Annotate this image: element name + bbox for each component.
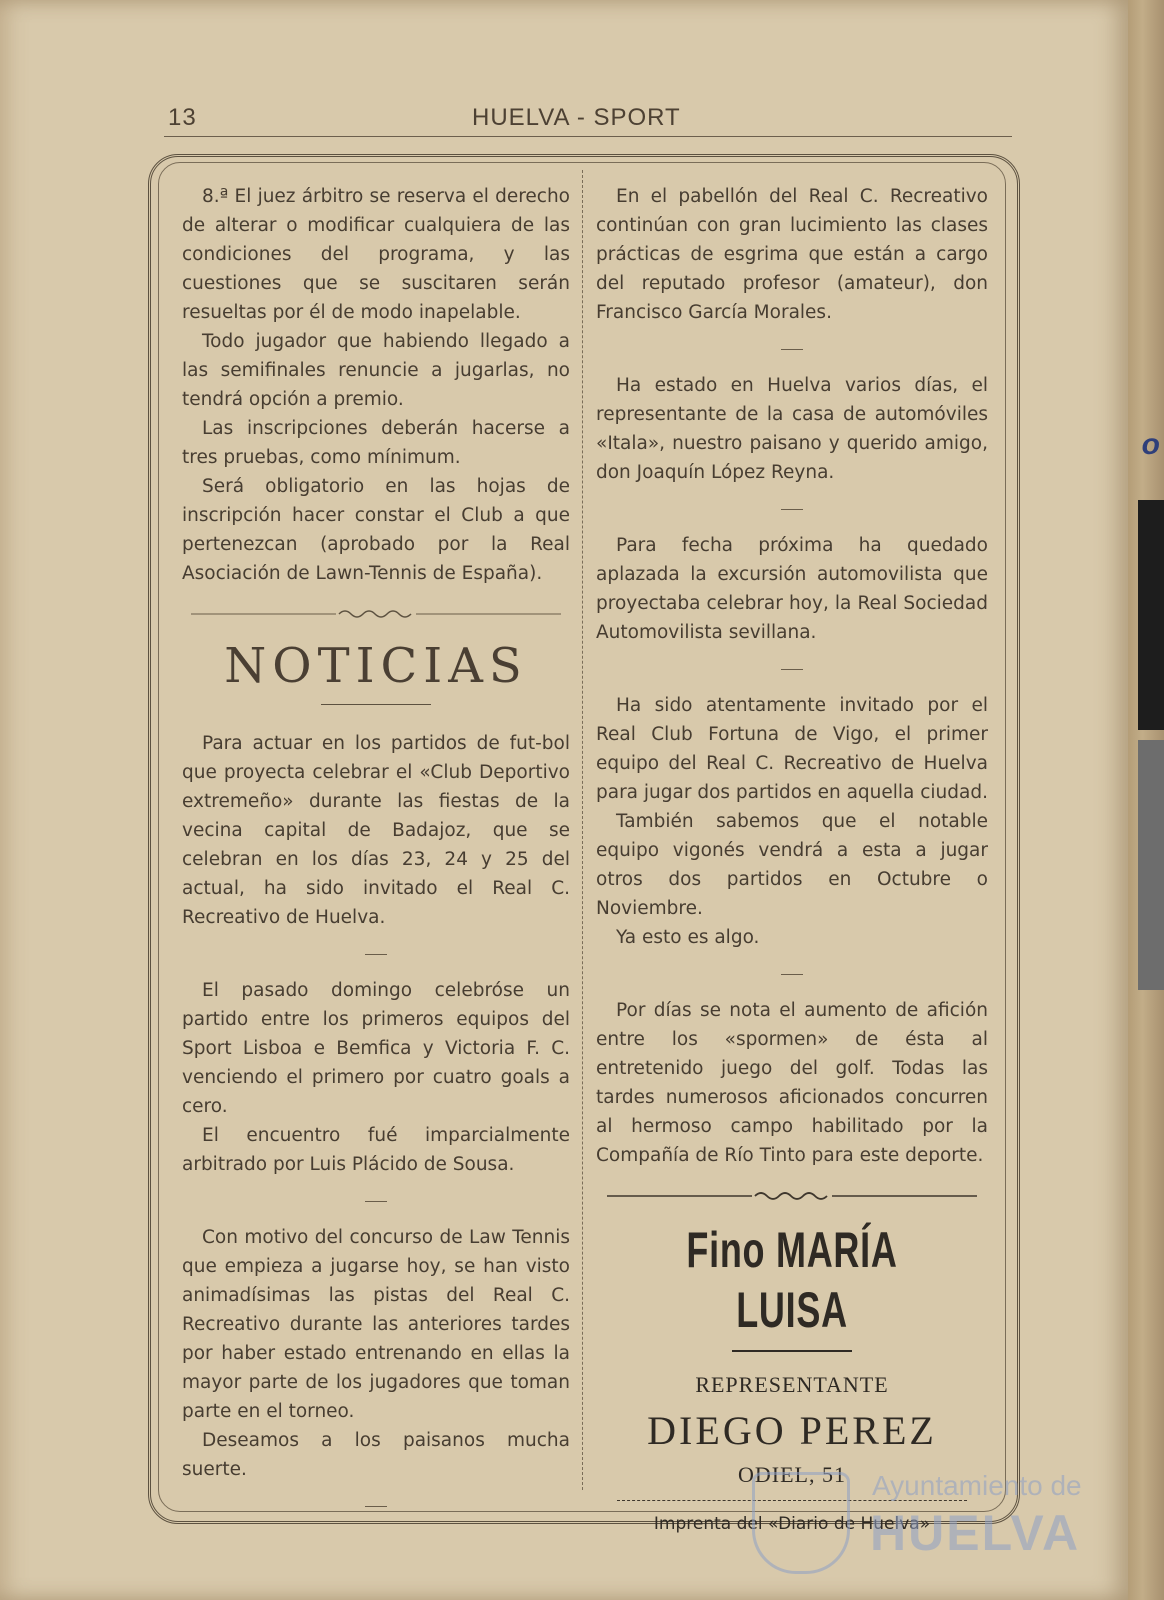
news-separator <box>596 964 988 984</box>
news-separator <box>182 944 570 964</box>
club-paragraph: Será obligatorio en las hojas de inscripción hacer constar el Club a que pertenezcan (aprobado por la Real Asociación de Lawn-Tennis de España). <box>182 476 570 584</box>
news-separator <box>596 499 988 519</box>
excursion-news: Para fecha próxima ha quedado aplazada la excursión automovilista que proyectaba celebrar hoy, la Real Sociedad Automovilista sevillana. <box>596 535 988 643</box>
vigo-news: Ha sido atentamente invitado por el Real Club Fortuna de Vigo, el primer equipo del Real C. Recreativo de Huelva para jugar dos partidos en aquella ciudad. <box>596 695 988 803</box>
running-head-title: HUELVA - SPORT <box>472 104 681 131</box>
watermark-big-text: HUELVA <box>870 1505 1081 1561</box>
shield-icon <box>752 1472 850 1574</box>
imprint-line: Imprenta del «Diario de Huelva» <box>653 1514 931 1534</box>
lisboa-news: El pasado domingo celebróse un partido entre los primeros equipos del Sport Lisboa e Bemfica y Victoria F. C. venciendo el primero por cuatro goals a cero. <box>182 980 570 1117</box>
column-divider <box>582 170 583 1490</box>
ad-representative-name: DIEGO PEREZ <box>647 1408 937 1453</box>
watermark-small-text: Ayuntamiento de <box>872 1470 1082 1501</box>
tennis-news: Con motivo del concurso de Law Tennis que empieza a jugarse hoy, se han visto animadísimas las pistas del Real C. Recreativo durante las anteriores tardes por haber estado entrenando en ellas la mayor parte de los jugadores que toman parte en el torneo. <box>182 1227 570 1422</box>
section-title: NOTICIAS <box>224 638 528 694</box>
vigones-news: También sabemos que el notable equipo vigonés vendrá a esta a jugar otros dos partidos en Octubre o Noviembre. <box>596 811 988 919</box>
news-separator <box>596 339 988 359</box>
news-separator <box>596 659 988 679</box>
badajoz-news: Para actuar en los partidos de fut-bol que proyecta celebrar el «Club Deportivo extremeño» durante las fiestas de la vecina capital de Badajoz, que se celebran en los días 23, 24 y 25 del actual, ha sido invitado el Real C. Recreativo de Huelva. <box>182 733 570 928</box>
left-column <box>182 182 570 1528</box>
ad-role: REPRESENTANTE <box>695 1372 889 1397</box>
rule-8-paragraph: 8.ª El juez árbitro se reserva el derecho de alterar o modificar cualquiera de las condiciones del programa, y las cuestiones que se suscitaren serán resueltas por él de modo inapelable. <box>182 186 570 323</box>
ornamental-divider <box>607 1190 977 1202</box>
right-column <box>596 182 988 1537</box>
semifinal-paragraph: Todo jugador que habiendo llegado a las semifinales renuncie a jugarlas, no tendrá opción a premio. <box>182 331 570 410</box>
news-separator <box>182 1191 570 1211</box>
referee-news: El encuentro fué imparcialmente arbitrado por Luis Plácido de Sousa. <box>182 1125 570 1175</box>
inscriptions-paragraph: Las inscripciones deberán hacerse a tres pruebas, como mínimum. <box>182 418 570 468</box>
news-separator <box>182 1496 570 1516</box>
adjacent-page-letter: o <box>1141 428 1160 461</box>
page-number: 13 <box>168 104 197 131</box>
golf-news: Por días se nota el aumento de afición entre los «spormen» de ésta al entretenido juego del golf. Todas las tardes numerosos aficionados concurren al hermoso campo habilitado por la Compañía de Río Tinto para este deporte. <box>596 1000 988 1166</box>
algo-news: Ya esto es algo. <box>616 927 760 948</box>
ad-address: ODIEL, 51 <box>738 1462 846 1487</box>
archive-watermark <box>752 1460 1132 1570</box>
ornamental-divider <box>191 608 561 620</box>
ad-rule <box>732 1350 852 1352</box>
fencing-news: En el pabellón del Real C. Recreativo continúan con gran lucimiento las clases prácticas de esgrima que están a cargo del reputado profesor (amateur), don Francisco García Morales. <box>596 186 988 323</box>
good-luck-news: Deseamos a los paisanos mucha suerte. <box>182 1430 570 1480</box>
header-rule <box>164 136 1012 137</box>
section-title-rule <box>321 704 431 705</box>
ad-brand: Fino MARÍA LUISA <box>686 1222 898 1338</box>
adjacent-page-grey-band <box>1138 740 1164 990</box>
adjacent-page-dark-band <box>1138 500 1164 730</box>
itala-news: Ha estado en Huelva varios días, el representante de la casa de automóviles «Itala», nuestro paisano y querido amigo, don Joaquín López Reyna. <box>596 375 988 483</box>
